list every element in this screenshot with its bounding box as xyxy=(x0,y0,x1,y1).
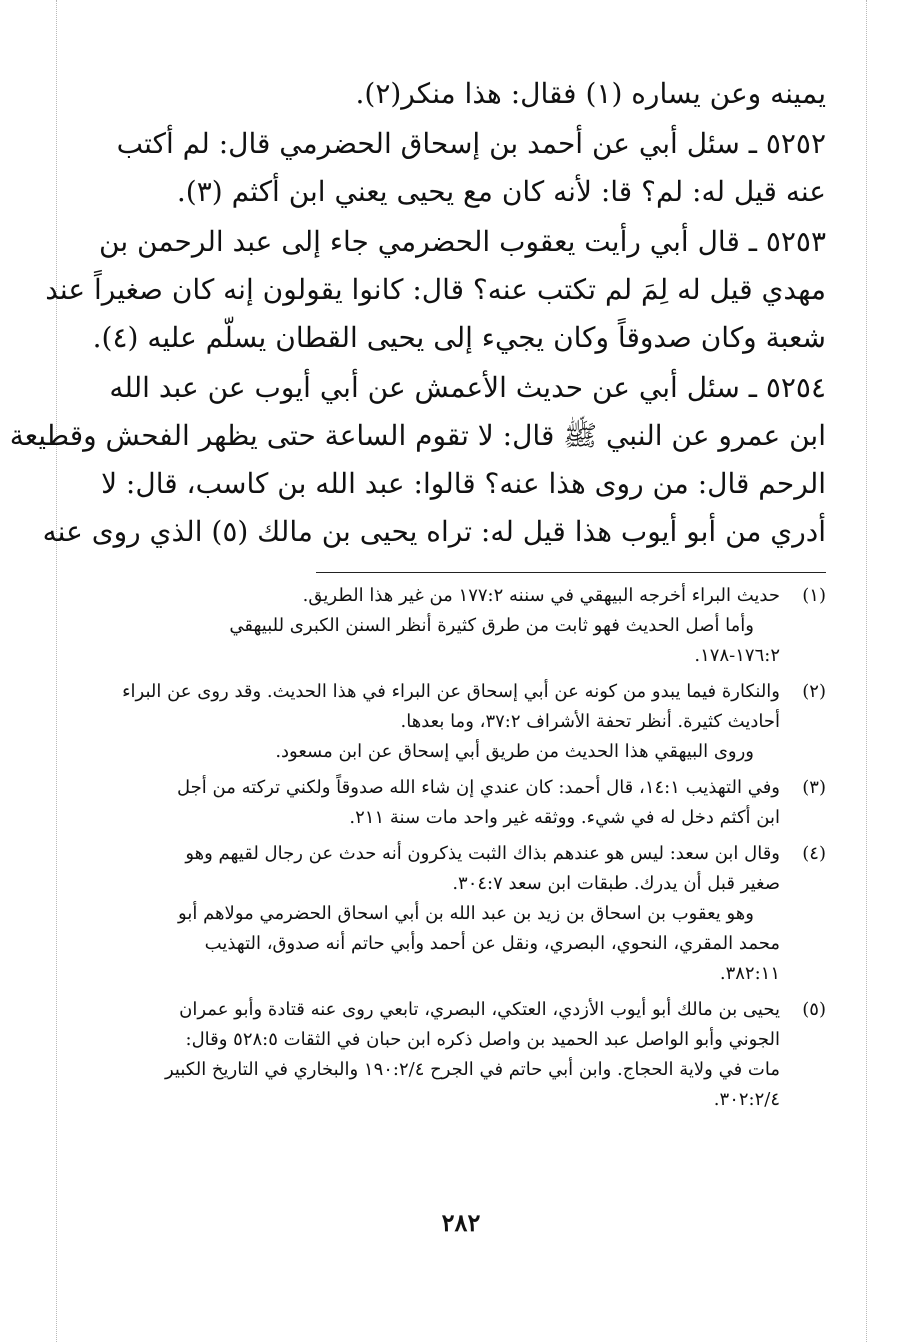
footnote-line: وأما أصل الحديث فهو ثابت من طرق كثيرة أنظر السنن الكبرى للبيهقي xyxy=(229,615,754,636)
page-body xyxy=(9,70,826,1121)
text-line: أدري من أبو أيوب هذا قيل له: تراه يحيى بن مالك (٥) الذي روى عنه xyxy=(42,515,826,548)
footnote xyxy=(118,581,826,671)
footnote-line: ١٧٦:٢-١٧٨. xyxy=(694,645,780,666)
text-line: يمينه وعن يساره (١) فقال: هذا منكر(٢). xyxy=(355,77,826,110)
footnote-line: حديث البراء أخرجه البيهقي في سننه ١٧٧:٢ من غير هذا الطريق. xyxy=(302,585,780,606)
footnote-line: وفي التهذيب ١٤:١، قال أحمد: كان عندي إن شاء الله صدوقاً ولكني تركته من أجل xyxy=(177,777,780,798)
footnotes xyxy=(118,581,826,1115)
text-line: مهدي قيل له لِمَ لم تكتب عنه؟ قال: كانوا يقولون إنه كان صغيراً عند xyxy=(45,273,826,306)
main-text xyxy=(9,70,826,558)
text-line: عنه قيل له: لم؟ قا: لأنه كان مع يحيى يعني ابن أكثم (٣). xyxy=(176,175,826,208)
footnote-marker: (٤) xyxy=(802,843,826,864)
text-entry xyxy=(9,364,826,556)
gutter-line-left xyxy=(56,0,57,1342)
footnote-line: صغير قبل أن يدرك. طبقات ابن سعد ٣٠٤:٧. xyxy=(452,873,780,894)
footnote-marker: (٥) xyxy=(802,999,826,1020)
footnote xyxy=(118,773,826,833)
footnote-line: وهو يعقوب بن اسحاق بن زيد بن عبد الله بن أبي اسحاق الحضرمي مولاهم أبو xyxy=(178,903,754,924)
text-entry xyxy=(45,218,826,362)
footnote-line: ابن أكثم دخل له في شيء. ووثقه غير واحد مات سنة ٢١١. xyxy=(349,807,780,828)
footnote-marker: (١) xyxy=(802,585,826,606)
gutter-line-right xyxy=(866,0,867,1342)
text-entry xyxy=(118,120,826,216)
text-line: الرحم قال: من روى هذا عنه؟ قالوا: عبد الله بن كاسب، قال: لا xyxy=(101,467,826,500)
page-number: ٢٨٢ xyxy=(441,1208,481,1237)
text-line: ٥٢٥٢ ـ سئل أبي عن أحمد بن إسحاق الحضرمي قال: لم أكتب xyxy=(116,127,826,160)
footnote xyxy=(118,677,826,767)
text-line: ابن عمرو عن النبي ﷺ قال: لا تقوم الساعة حتى يظهر الفحش وقطيعة xyxy=(9,419,826,452)
text-entry xyxy=(118,70,826,118)
footnote xyxy=(118,839,826,989)
text-line: شعبة وكان صدوقاً وكان يجيء إلى يحيى القطان يسلّم عليه (٤). xyxy=(92,321,826,354)
footnote-line: محمد المقري، النحوي، البصري، ونقل عن أحمد وأبي حاتم أنه صدوق، التهذيب xyxy=(204,933,780,954)
footnote-line: ٣٨٢:١١. xyxy=(719,963,780,984)
text-line: ٥٢٥٣ ـ قال أبي رأيت يعقوب الحضرمي جاء إلى عبد الرحمن بن xyxy=(99,225,826,258)
footnote-marker: (٢) xyxy=(802,681,826,702)
footnote-line: أحاديث كثيرة. أنظر تحفة الأشراف ٣٧:٢، وما بعدها. xyxy=(400,711,780,732)
footnote-line: وروى البيهقي هذا الحديث من طريق أبي إسحاق عن ابن مسعود. xyxy=(275,741,754,762)
footnote xyxy=(118,995,826,1115)
footnote-line: ٣٠٢:٢/٤. xyxy=(713,1089,780,1110)
footnote-line: والنكارة فيما يبدو من كونه عن أبي إسحاق عن البراء في هذا الحديث. وقد روى عن البراء xyxy=(122,681,780,702)
footnote-line: يحيى بن مالك أبو أيوب الأزدي، العتكي، البصري، تابعي روى عنه قتادة وأبو عمران xyxy=(179,999,780,1020)
footnote-line: الجوني وأبو الواصل عبد الحميد بن واصل ذكره ابن حبان في الثقات ٥٢٨:٥ وقال: xyxy=(185,1029,780,1050)
text-line: ٥٢٥٤ ـ سئل أبي عن حديث الأعمش عن أبي أيوب عن عبد الله xyxy=(109,371,826,404)
footnote-line: وقال ابن سعد: ليس هو عندهم بذاك الثبت يذكرون أنه حدث عن رجال لقيهم وهو xyxy=(185,843,780,864)
footnote-line: مات في ولاية الحجاج. وابن أبي حاتم في الجرح ١٩٠:٢/٤ والبخاري في التاريخ الكبير xyxy=(164,1059,780,1080)
footnote-separator xyxy=(316,572,826,573)
footnote-marker: (٣) xyxy=(802,777,826,798)
